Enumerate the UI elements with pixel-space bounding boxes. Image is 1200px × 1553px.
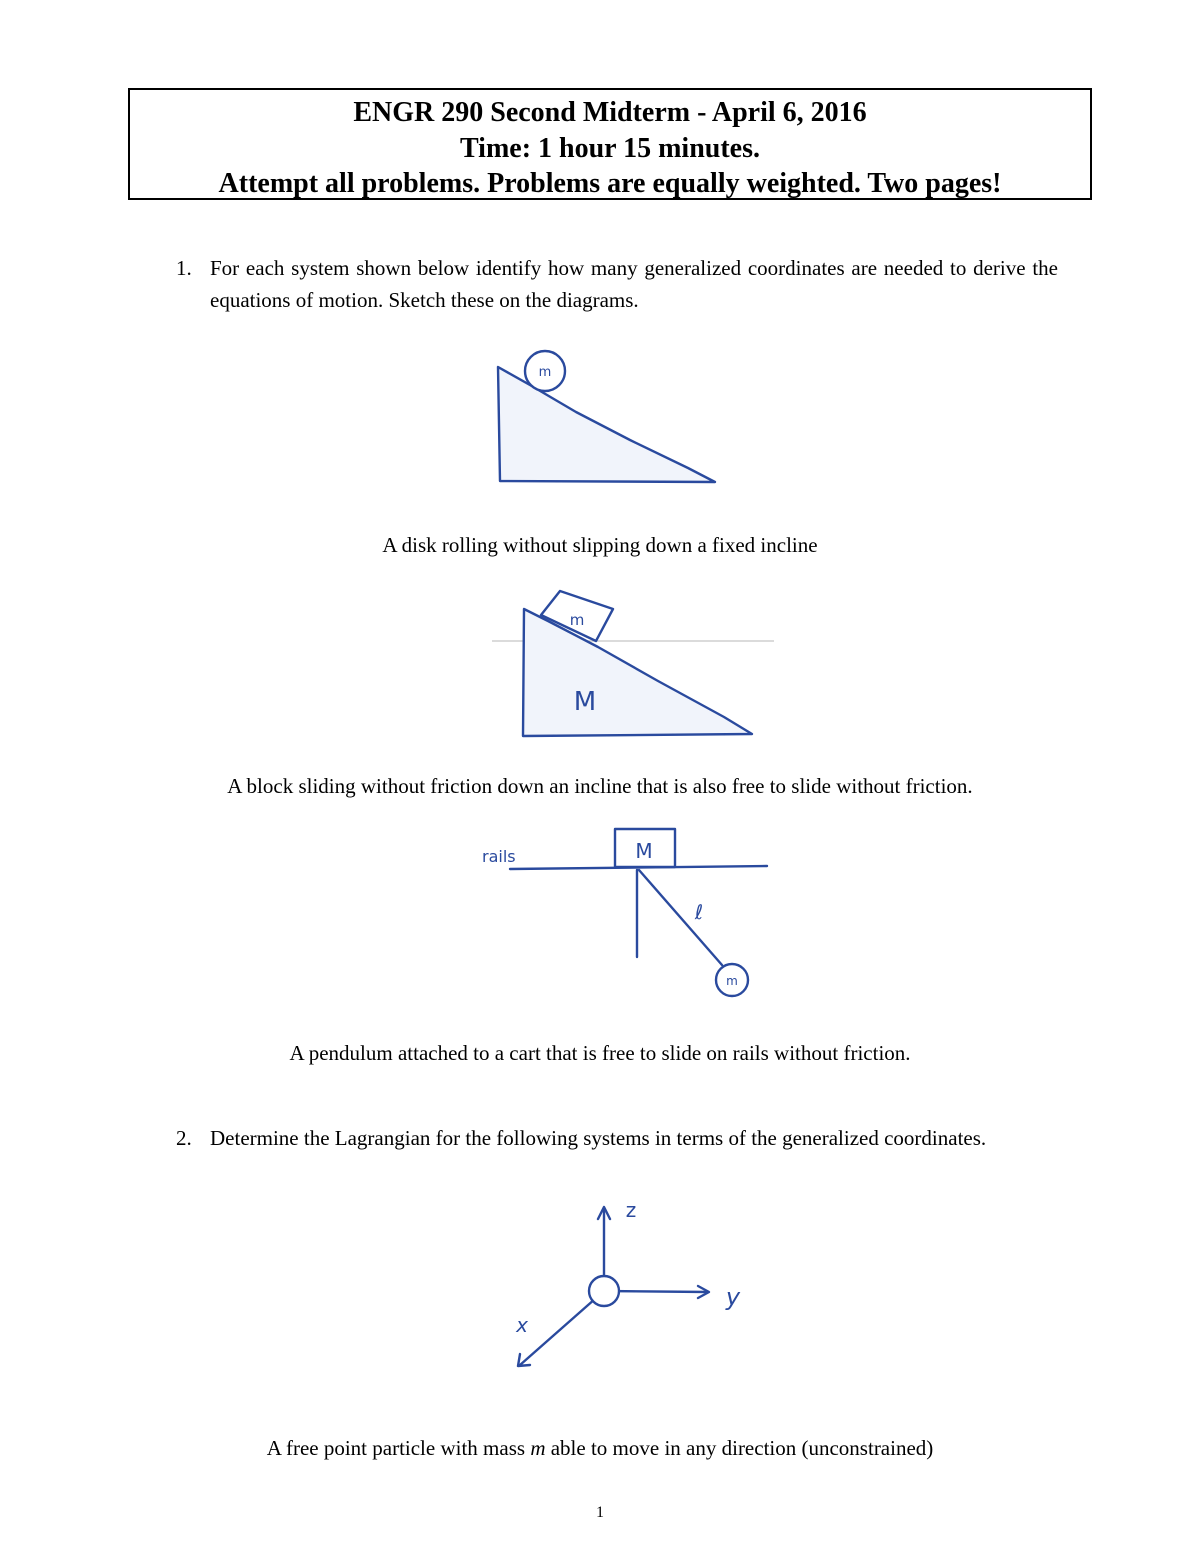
- block-incline-figure: [488, 585, 788, 745]
- question-2-number: 2.: [176, 1126, 192, 1150]
- caption-pendulum: A pendulum attached to a cart that is free to slide on rails without friction.: [289, 1041, 911, 1065]
- disk-incline-figure: [480, 340, 740, 500]
- caption-particle-end: able to move in any direction (unconstrained): [545, 1436, 934, 1460]
- pendulum-rod: [639, 870, 722, 965]
- question-1-number: 1.: [176, 256, 192, 280]
- caption-disk: A disk rolling without slipping down a fixed incline: [382, 533, 818, 557]
- exam-title: ENGR 290 Second Midterm - April 6, 2016: [353, 97, 867, 128]
- question-2-text: Determine the Lagrangian for the following systems in terms of the generalized coordinates.: [210, 1126, 987, 1150]
- point-particle: [589, 1276, 619, 1306]
- caption-particle-start: A free point particle with mass: [266, 1436, 531, 1460]
- disk-mass-label: m: [538, 365, 552, 380]
- cart-mass-label: M: [635, 839, 653, 863]
- sliding-incline: [523, 609, 752, 736]
- z-axis-label: z: [625, 1198, 637, 1222]
- rails-label: rails: [482, 847, 516, 866]
- incline-mass-label: M: [573, 687, 597, 717]
- x-axis: [520, 1291, 604, 1365]
- caption-block: A block sliding without friction down an incline that is also free to slide without friction.: [227, 774, 973, 798]
- pendulum-cart-figure: [470, 822, 780, 1002]
- y-axis-label: y: [725, 1283, 741, 1311]
- free-particle-figure: [500, 1195, 760, 1375]
- exam-time: Time: 1 hour 15 minutes.: [460, 133, 760, 164]
- block-mass-label: m: [569, 611, 585, 629]
- pendulum-bob-label: m: [726, 974, 738, 988]
- page-number: 1: [596, 1504, 604, 1521]
- x-axis-label: x: [516, 1313, 528, 1337]
- exam-instructions: Attempt all problems. Problems are equally weighted. Two pages!: [218, 168, 1002, 199]
- exam-header-box: [128, 88, 1092, 200]
- pendulum-length-label: ℓ: [694, 900, 704, 924]
- caption-particle: [0, 1434, 1200, 1462]
- question-1-text: For each system shown below identify how many generalized coordinates are needed to derive the equations of motion. Sketch these on the diagrams.: [210, 256, 1058, 312]
- caption-particle-mass: m: [530, 1436, 546, 1460]
